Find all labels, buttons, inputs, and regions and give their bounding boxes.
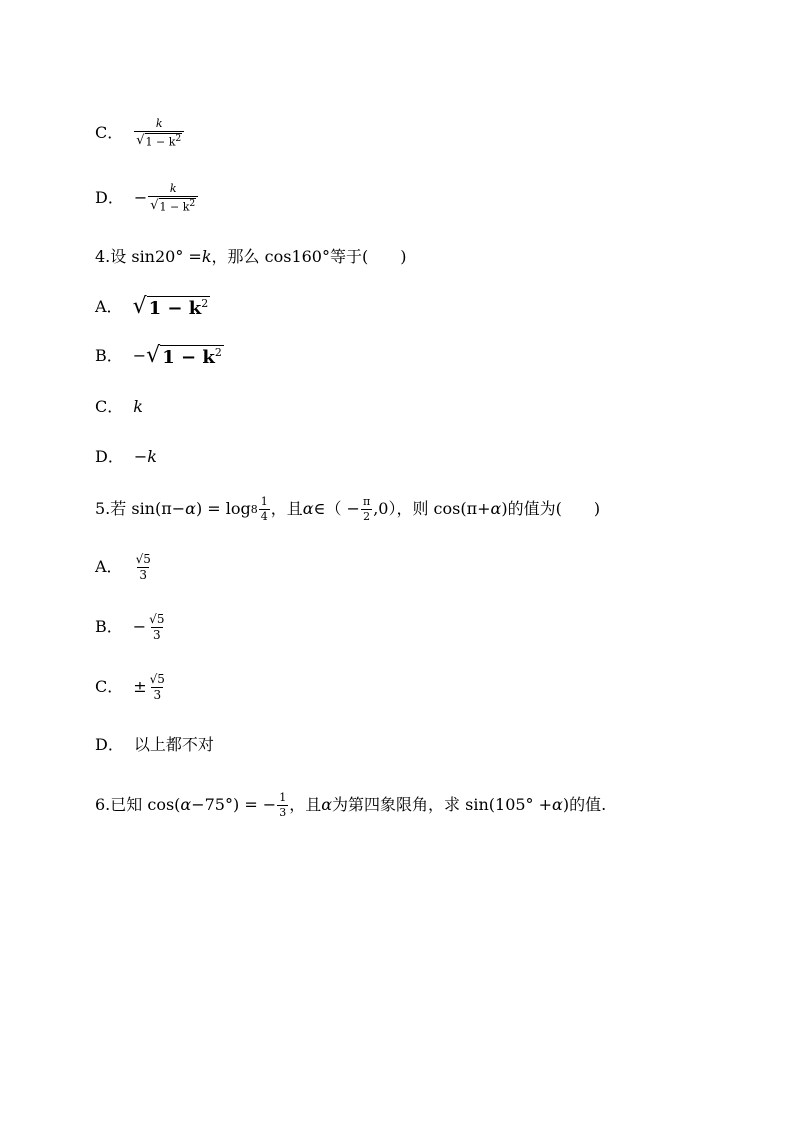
minus-sign: −: [132, 617, 147, 637]
fraction-numerator: 1: [260, 495, 268, 508]
q6-stem: [95, 792, 606, 818]
fraction-denominator: 3: [139, 567, 148, 582]
radicand: 1 − k: [145, 135, 176, 149]
stem-text: −75°) = −: [191, 795, 277, 815]
log-base: 8: [250, 502, 258, 516]
stem-text: 5.若 sin(π−: [95, 499, 186, 519]
option-label: A．: [95, 297, 123, 316]
variable-alpha: α: [490, 499, 502, 519]
fraction-numerator: k: [169, 182, 177, 195]
stem-text: ) = log: [195, 499, 251, 519]
variable-alpha: α: [552, 795, 563, 815]
stem-text: ，且: [270, 499, 303, 519]
fraction-denominator: 2: [363, 509, 371, 523]
plus-minus-sign: ±: [133, 677, 147, 697]
square-root: √ $1 - k^2$: [136, 132, 182, 149]
option-value: 以上都不对: [133, 735, 214, 754]
q5-option-b: [95, 613, 167, 641]
fraction-numerator: 1: [279, 791, 287, 804]
option-label: B．: [95, 346, 123, 365]
q4-option-a: [95, 296, 210, 318]
square-root: √ $1 - k^2$: [146, 343, 222, 368]
square-root: √ $1 - k^2$: [150, 197, 196, 214]
option-label: A．: [95, 557, 123, 577]
fraction-denominator: 4: [260, 509, 268, 523]
fraction: [259, 496, 270, 522]
fraction-numerator: √5: [135, 552, 151, 566]
fraction-numerator: k: [155, 117, 163, 130]
option-label: D．: [95, 735, 124, 754]
fraction-denominator: 3: [152, 627, 161, 642]
stem-text: )的值.: [562, 795, 607, 815]
variable-alpha: α: [180, 795, 192, 815]
q4-option-b: [95, 345, 224, 367]
q5-option-c: [95, 673, 168, 701]
exponent: 2: [175, 132, 182, 144]
stem-text: 为第四象限角，求 sin(105° +: [332, 795, 553, 815]
option-value: k: [133, 397, 143, 416]
variable-alpha: α: [302, 499, 314, 519]
exponent: 2: [214, 346, 222, 359]
q4-stem: [95, 249, 406, 265]
stem-text: 6.已知 cos(: [95, 795, 181, 815]
stem-text: )的值为( ): [501, 499, 601, 519]
option-label: D．: [95, 447, 124, 466]
fraction: [148, 673, 167, 701]
q3-option-c: [95, 118, 185, 148]
fraction: [148, 183, 198, 213]
fraction-denominator: [134, 131, 184, 148]
option-value: −k: [133, 447, 157, 466]
radicand: 1 − k: [162, 347, 215, 368]
q5-option-d: [95, 737, 214, 753]
q5-option-a: [95, 553, 154, 581]
q4-option-c: [95, 399, 143, 415]
radicand: 1 − k: [148, 298, 202, 319]
fraction: [277, 792, 288, 818]
stem-text: ，那么 cos160°等于( ): [211, 247, 407, 266]
variable-alpha: α: [185, 499, 196, 519]
exponent: 2: [201, 297, 209, 310]
stem-text: 4.设 sin20° =: [95, 247, 202, 266]
fraction-denominator: 3: [153, 687, 162, 702]
minus-sign: −: [133, 187, 148, 207]
fraction-denominator: 3: [279, 805, 287, 819]
stem-text: ,0），则 cos(π+: [373, 499, 491, 519]
q5-stem: [95, 496, 600, 522]
radicand: 1 − k: [159, 200, 190, 214]
variable-k: k: [201, 247, 212, 266]
q3-option-d: [95, 183, 199, 213]
option-label: C．: [95, 677, 124, 697]
exponent: 2: [189, 197, 196, 209]
fraction: [147, 613, 166, 641]
fraction: [134, 553, 153, 581]
option-label: C．: [95, 397, 124, 416]
minus-sign: −: [132, 346, 147, 365]
fraction-numerator: √5: [149, 612, 165, 626]
variable-alpha: α: [321, 795, 333, 815]
option-label: D．: [95, 187, 124, 207]
q4-option-d: [95, 449, 157, 465]
fraction: [134, 118, 184, 148]
option-label: C．: [95, 122, 124, 142]
option-label: B．: [95, 617, 123, 637]
square-root: √ $1 - k^2$: [132, 294, 209, 319]
fraction-denominator: [148, 196, 198, 213]
fraction-numerator: π: [362, 495, 371, 508]
stem-text: ∈（ −: [313, 499, 360, 519]
stem-text: ，且: [289, 795, 322, 815]
fraction-numerator: √5: [149, 672, 165, 686]
fraction: [361, 496, 372, 522]
